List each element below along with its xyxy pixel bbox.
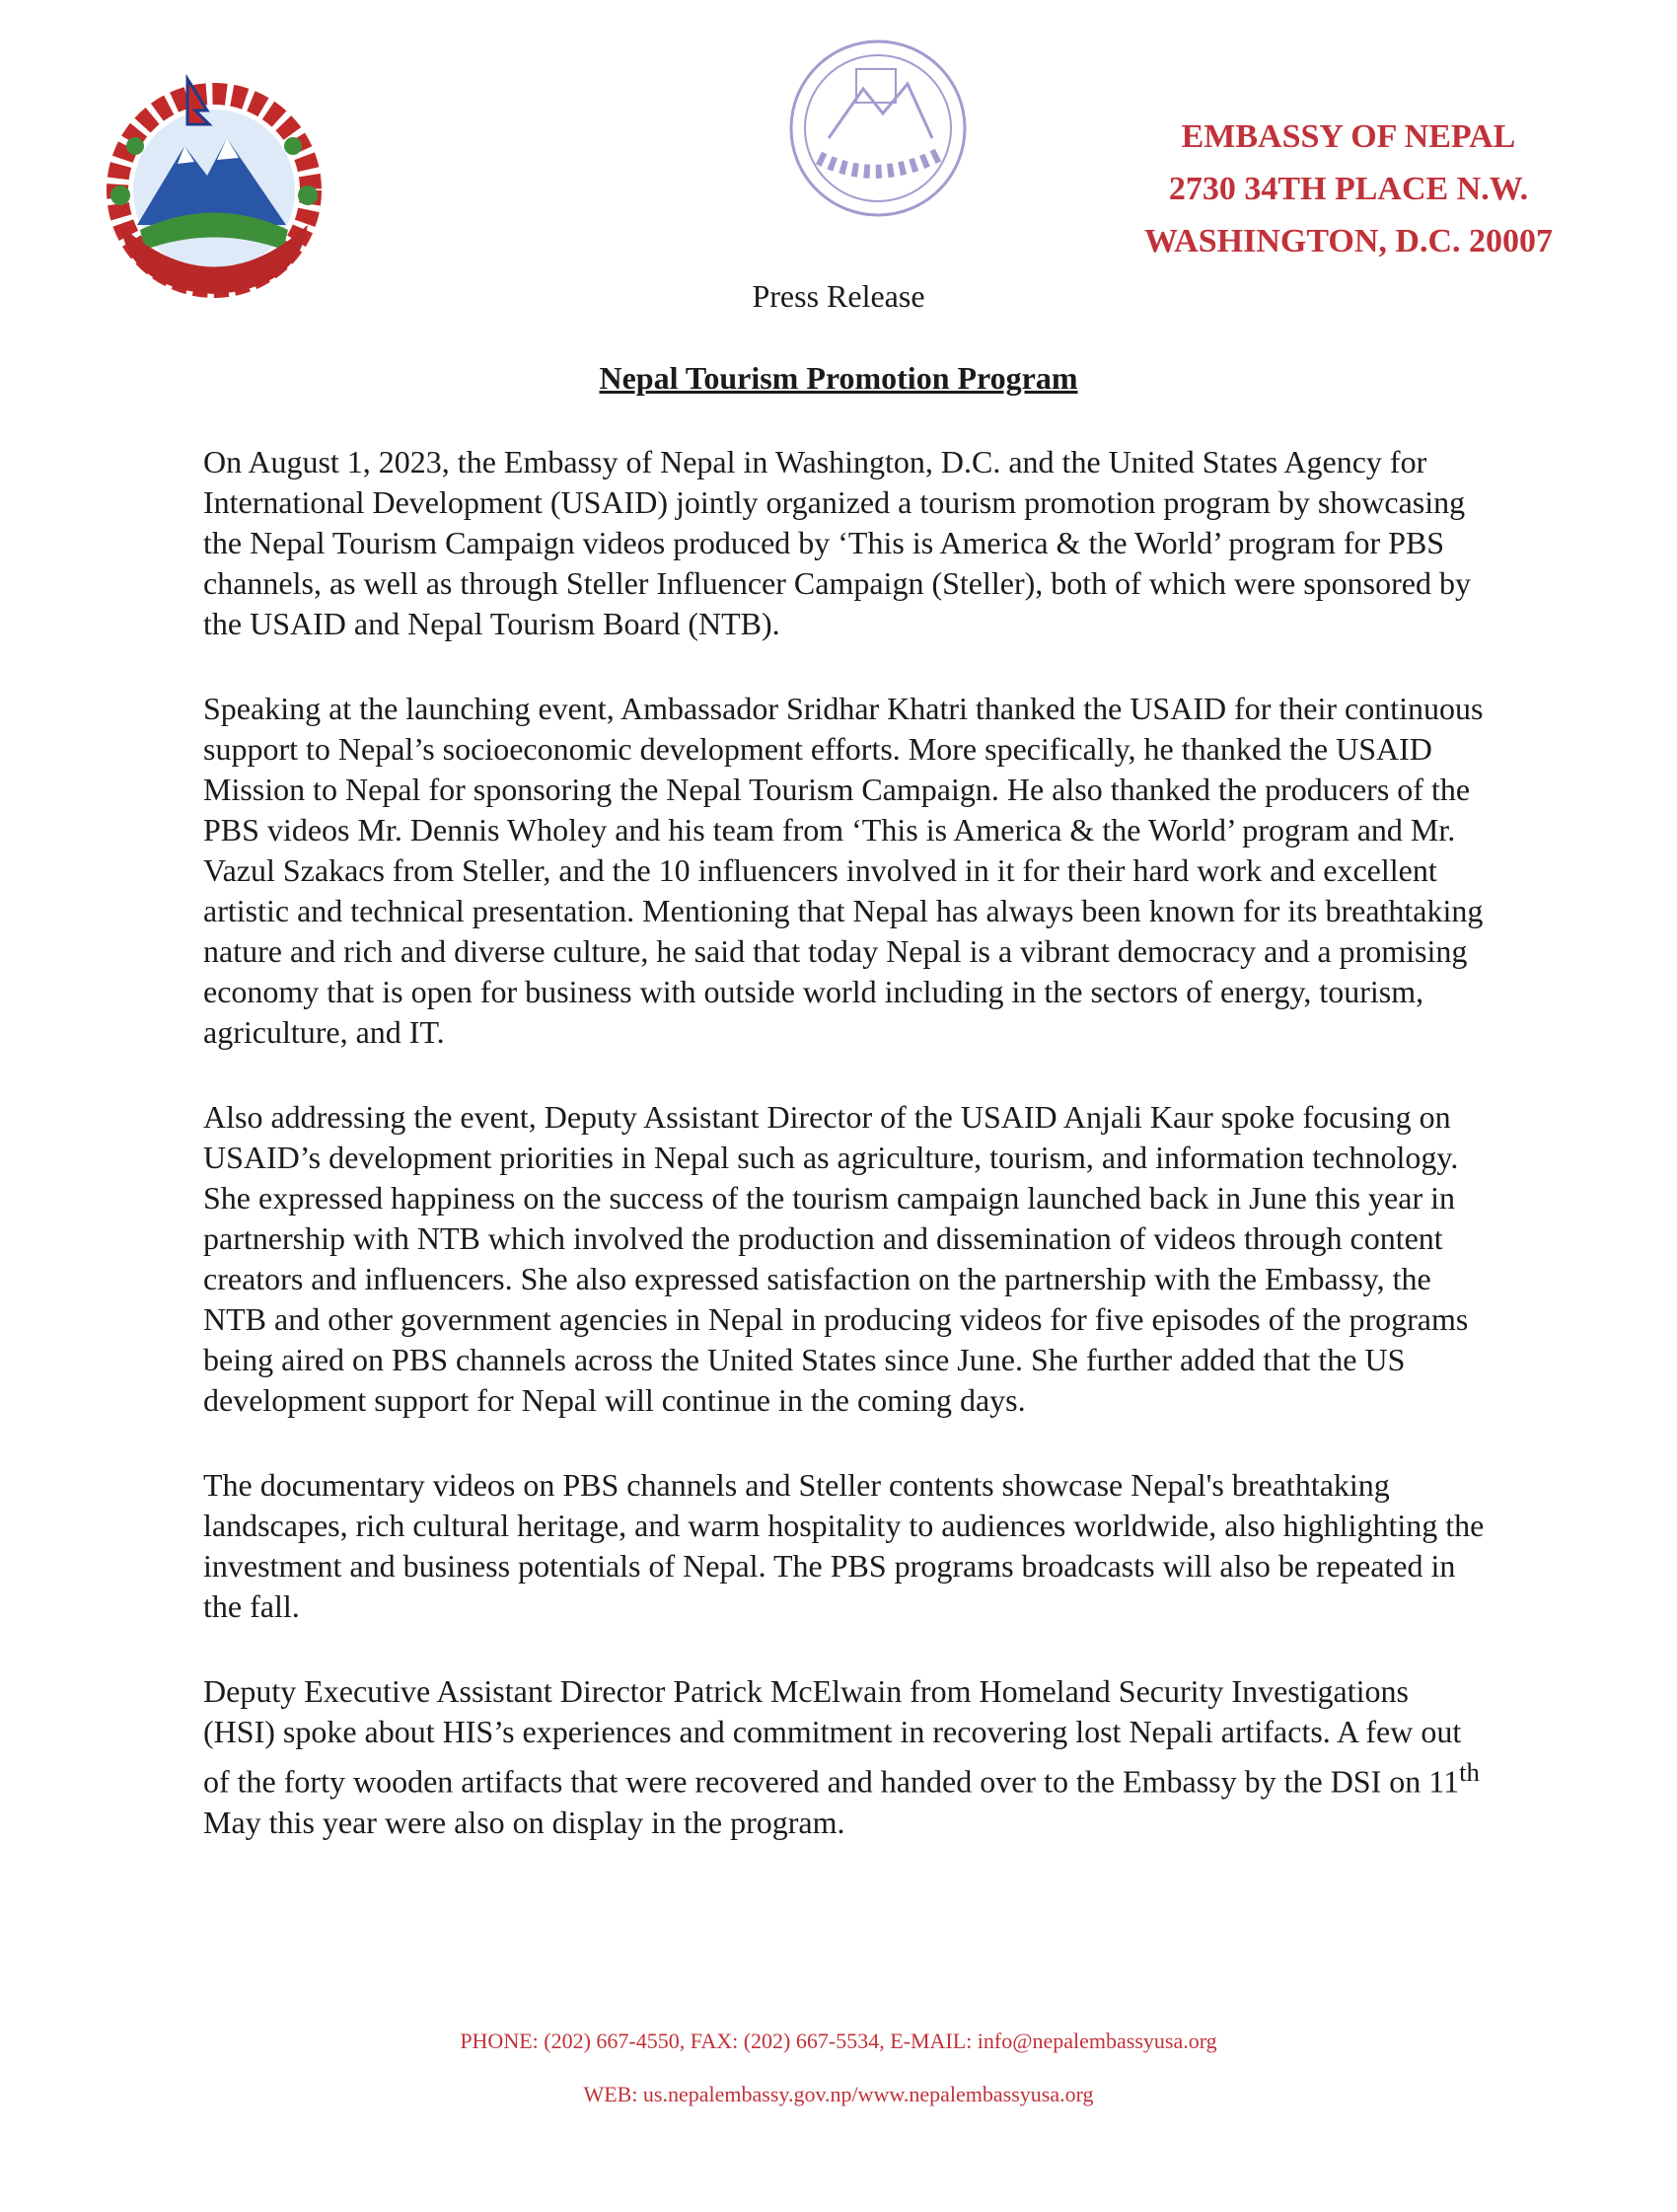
footer-contact: PHONE: (202) 667-4550, FAX: (202) 667-5534, E-MAIL: info@nepalembassyusa.org xyxy=(460,2028,1217,2053)
document-title: Nepal Tourism Promotion Program xyxy=(599,360,1078,396)
ordinal-suffix: th xyxy=(1459,1757,1480,1787)
paragraph-last xyxy=(203,1671,1486,1843)
address-line-street: 2730 34TH PLACE N.W. xyxy=(1168,171,1529,207)
nepal-emblem-logo xyxy=(81,67,347,304)
press-release-body xyxy=(203,442,1486,1887)
paragraph: Also addressing the event, Deputy Assistant Director of the USAID Anjali Kaur spoke focusing on USAID’s development priorities in Nepal such as agriculture, tourism, and information technology. She expressed happiness on the success of the tourism campaign launched back in June this year in partnership with NTB which involved the production and dissemination of videos through content creators and influencers. She also expressed satisfaction on the partnership with the Embassy, the NTB and other government agencies in Nepal in producing videos for five episodes of the programs being aired on PBS channels across the United States since June. She further added that the US development support for Nepal will continue in the coming days. xyxy=(203,1099,1469,1418)
address-line-city: WASHINGTON, D.C. 20007 xyxy=(1143,223,1553,259)
press-release-label: Press Release xyxy=(752,278,925,314)
paragraph-text: Deputy Executive Assistant Director Patrick McElwain from Homeland Security Investigations (HSI) spoke about HIS’s experiences and commitment in recovering lost Nepali artifacts. A few out of the forty wooden artifacts that were recovered and handed over to the Embassy by the DSI on 11 xyxy=(203,1673,1462,1800)
address-line-name: EMBASSY OF NEPAL xyxy=(1181,118,1516,155)
paragraph-text-end: May this year were also on display in the program. xyxy=(203,1804,845,1840)
embassy-stamp-seal xyxy=(760,30,996,257)
paragraph: On August 1, 2023, the Embassy of Nepal in Washington, D.C. and the United States Agency for International Development (USAID) jointly organized a tourism promotion program by showcasing the Nepal Tourism Campaign videos produced by ‘This is America & the World’ program for PBS channels, as well as through Steller Influencer Campaign (Steller), both of which were sponsored by the USAID and Nepal Tourism Board (NTB). xyxy=(203,444,1471,641)
footer-web: WEB: us.nepalembassy.gov.np/www.nepalembassyusa.org xyxy=(583,2082,1094,2106)
paragraph: Speaking at the launching event, Ambassador Sridhar Khatri thanked the USAID for their continuous support to Nepal’s socioeconomic development efforts. More specifically, he thanked the USAID Mission to Nepal for sponsoring the Nepal Tourism Campaign. He also thanked the producers of the PBS videos Mr. Dennis Wholey and his team from ‘This is America & the World’ program and Mr. Vazul Szakacs from Steller, and the 10 influencers involved in it for their hard work and excellent artistic and technical presentation. Mentioning that Nepal has always been known for its breathtaking nature and rich and diverse culture, he said that today Nepal is a vibrant democracy and a promising economy that is open for business with outside world including in the sectors of energy, tourism, agriculture, and IT. xyxy=(203,691,1484,1050)
embassy-address xyxy=(1144,111,1553,267)
paragraph: The documentary videos on PBS channels and Steller contents showcase Nepal's breathtaking landscapes, rich cultural heritage, and warm hospitality to audiences worldwide, also highlighting the investment and business potentials of Nepal. The PBS programs broadcasts will also be repeated in the fall. xyxy=(203,1467,1485,1624)
